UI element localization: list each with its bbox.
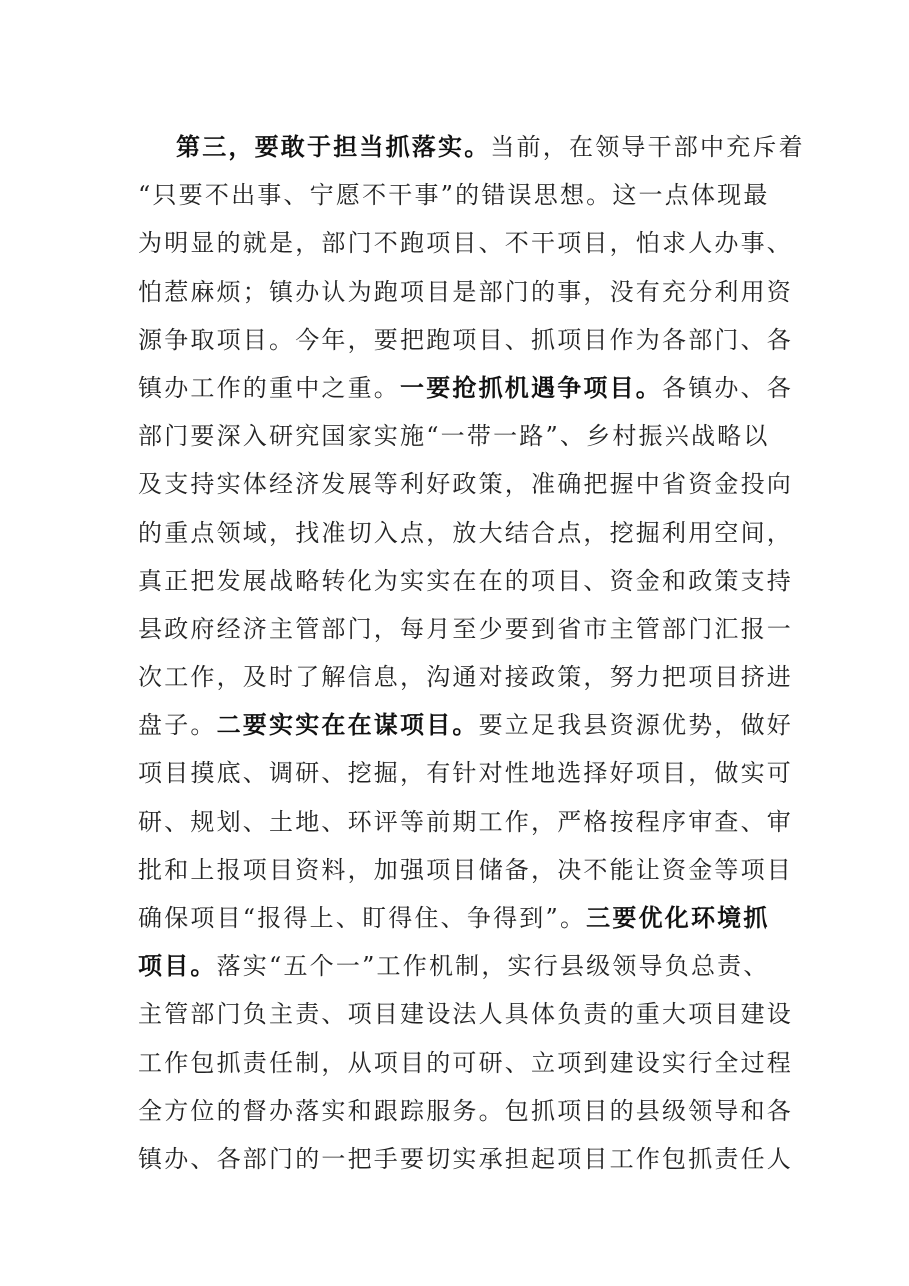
bold-heading-text: 一要抢抓机遇争项目。 bbox=[400, 372, 662, 402]
text-line bbox=[138, 557, 793, 605]
text-line bbox=[138, 219, 793, 267]
text-line bbox=[138, 653, 793, 701]
body-text: 次工作，及时了解信息，沟通对接政策，努力把项目挤进 bbox=[138, 663, 793, 692]
body-text: 批和上报项目资料，加强项目储备，决不能让资金等项目 bbox=[138, 855, 793, 884]
text-line bbox=[138, 460, 793, 508]
text-line bbox=[138, 894, 778, 942]
text-line bbox=[138, 123, 805, 171]
body-text: 县政府经济主管部门，每月至少要到省市主管部门汇报一 bbox=[138, 614, 793, 643]
text-line bbox=[138, 509, 793, 557]
body-text: 源争取项目。今年，要把跑项目、抓项目作为各部门、各 bbox=[138, 325, 793, 354]
body-text: 真正把发展战略转化为实实在在的项目、资金和政策支持 bbox=[138, 566, 793, 595]
bold-heading-text: 三要优化环境抓 bbox=[586, 903, 770, 932]
body-text: 怕惹麻烦；镇办认为跑项目是部门的事，没有充分利用资 bbox=[138, 277, 793, 306]
text-line bbox=[138, 749, 793, 797]
body-text: 当前，在领导干部中充斥着 bbox=[490, 133, 805, 161]
body-text: 项目摸底、调研、挖掘，有针对性地选择好项目，做实可 bbox=[138, 759, 793, 788]
text-line bbox=[138, 1039, 793, 1087]
body-text: 镇办工作的重中之重。 bbox=[138, 373, 400, 402]
body-text: 的重点领域，找准切入点，放大结合点，挖掘利用空间， bbox=[138, 518, 793, 547]
bold-heading-text: 项目。 bbox=[138, 951, 217, 981]
body-text: 要立足我县资源优势，做好 bbox=[478, 711, 794, 740]
body-text: 部门要深入研究国家实施“一带一路”、乡村振兴战略以 bbox=[138, 422, 770, 451]
text-line bbox=[138, 846, 793, 894]
body-text: 落实“五个一”工作机制，实行县级领导负总责、 bbox=[216, 952, 770, 981]
body-text: 研、规划、土地、环评等前期工作，严格按程序审查、审 bbox=[138, 807, 793, 836]
text-line bbox=[138, 701, 794, 749]
body-text: 工作包抓责任制，从项目的可研、立项到建设实行全过程 bbox=[138, 1048, 793, 1077]
body-text: 及支持实体经济发展等利好政策，准确把握中省资金投向 bbox=[138, 470, 793, 499]
text-line bbox=[138, 171, 778, 219]
text-line bbox=[138, 364, 793, 412]
text-line bbox=[138, 268, 793, 316]
body-paragraph bbox=[138, 123, 805, 1183]
bold-heading-text: 第三，要敢于担当抓落实。 bbox=[176, 132, 491, 161]
text-line bbox=[138, 798, 793, 846]
body-text: 各镇办、各 bbox=[662, 373, 793, 402]
body-text: “只要不出事、宁愿不干事”的错误思想。这一点体现最 bbox=[138, 181, 770, 210]
text-line bbox=[138, 990, 793, 1038]
body-text: 镇办、各部门的一把手要切实承担起项目工作包抓责任人 bbox=[138, 1144, 793, 1173]
text-line bbox=[138, 942, 778, 990]
body-text: 盘子。 bbox=[138, 711, 217, 740]
text-line bbox=[138, 316, 793, 364]
text-line bbox=[138, 1087, 793, 1135]
text-line bbox=[138, 1135, 793, 1183]
body-text: 为明显的就是，部门不跑项目、不干项目，怕求人办事、 bbox=[138, 229, 793, 258]
text-line bbox=[138, 605, 793, 653]
bold-heading-text: 二要实实在在谋项目。 bbox=[216, 710, 479, 740]
body-text: 全方位的督办落实和跟踪服务。包抓项目的县级领导和各 bbox=[138, 1096, 793, 1125]
body-text: 确保项目“报得上、盯得住、争得到”。 bbox=[138, 904, 587, 932]
body-text: 主管部门负主责、项目建设法人具体负责的重大项目建设 bbox=[138, 1000, 793, 1029]
text-line bbox=[138, 412, 778, 460]
